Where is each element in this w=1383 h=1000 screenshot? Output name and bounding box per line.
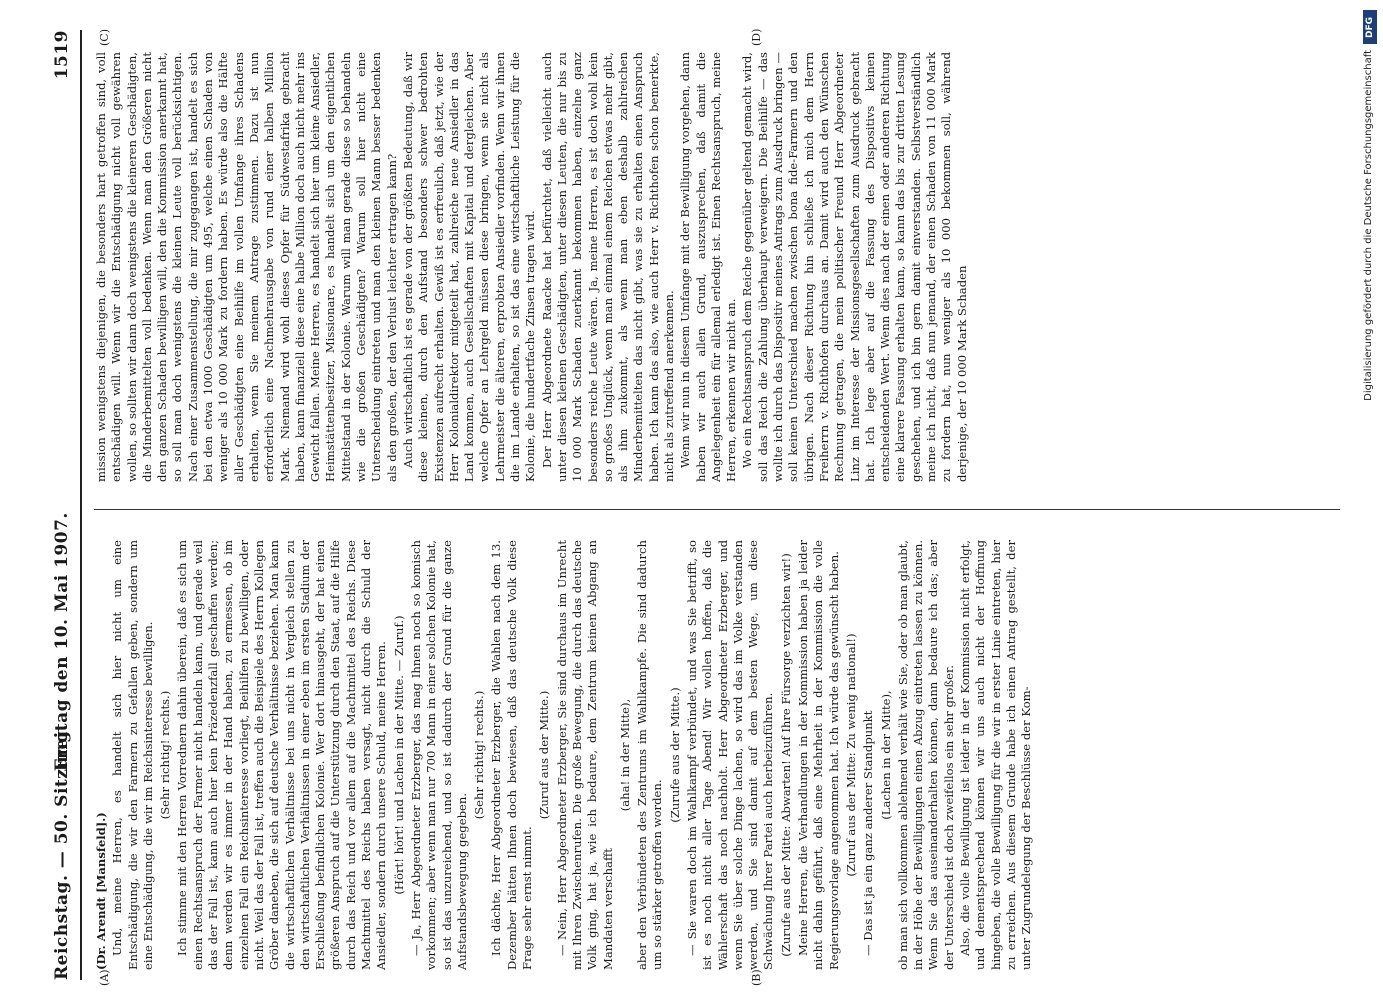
- paragraph: aber den Verbündeten des Zentrums im Wahlkampfe. Die sind dadurch um so stärker getroffen worden.: [635, 540, 665, 970]
- paragraph: — Ja, Herr Abgeordneter Erzberger, das mag Ihnen noch so komisch vorkommen; aber wenn man nur 700 Mann in einer solchen Kolonie hat, so ist das unzureichend, und so ist dadurch der Grund für die ganze Aufstandsbewegung gegeben.: [408, 540, 469, 970]
- margin-mark-b: (B): [750, 969, 763, 986]
- paragraph: Wenn wir nun in diesem Umfange mit der Bewilligung vorgehen, dann haben wir auch allen Grund, auszusprechen, daß damit die Angelegenheit ein für allemal erledigt ist. Einen Rechtsanspruch, meine Herren, erkennen wir nicht an.: [678, 52, 739, 482]
- margin-mark-a: (A): [98, 969, 111, 986]
- left-column: [94, 540, 1340, 970]
- interjection: (Hört! hört! und Lachen in der Mitte. — Zuruf.): [391, 615, 406, 895]
- interjection: (Zuruf aus der Mitte: Zu wenig national!): [843, 633, 858, 877]
- interjection: (aha! in der Mitte),: [617, 698, 632, 812]
- paragraph: Also, die volle Bewilligung ist leider in der Kommission nicht erfolgt, und dementsprechend können wir uns auch nicht der Hoffnung hingeben, die volle Bewilligung für die wir in erster Linie eintreten, hier zu erreichen. Aus diesem Grunde habe ich einen Antrag gestellt, der unter Zugrundelegung der Beschlüsse der Kom-: [958, 540, 1034, 970]
- paragraph: ob man sich vollkommen ablehnend verhält wie Sie, oder ob man glaubt, in der Höhe der Bewilligungen einen Abzug eintreten lassen zu können. Wenn Sie das auseinanderhalten können, dann bedaure ich das; aber der Unterschied ist doch zweifellos ein sehr großer.: [895, 540, 956, 970]
- margin-mark-d: (D): [750, 28, 763, 46]
- running-head: [50, 30, 76, 980]
- margin-mark-c: (C): [98, 29, 111, 46]
- interjection: (Sehr richtig! rechts.): [158, 690, 173, 820]
- speaker-tag: (Dr. Arendt [Mansfeld].): [94, 812, 108, 970]
- running-head-date: Freitag den 10. Mai 1907.: [52, 512, 72, 772]
- running-head-right: [52, 30, 72, 771]
- dfg-logo: DFG: [1363, 10, 1377, 44]
- interjection: (Zurufe aus der Mitte.): [667, 687, 682, 823]
- dfg-credit-text: Digitalisierung gefördert durch die Deutsche Forschungsgemeinschaft: [1363, 50, 1374, 401]
- paragraph: mission wenigstens diejenigen, die besonders hart getroffen sind, voll entschädigen will. Wenn wir die Entschädigung nicht voll gewähren wollen, so sollten wir dann doch wenigstens die kleineren Geschädigten, die Minderbemittelten voll bedenken. Wenn man den Größeren nicht den ganzen Schaden bewilligen will, den die Kommission anerkannt hat, so soll man doch wenigstens die kleinen Leute voll berücksichtigen. Nach einer Zusammenstellung, die mir zugegangen ist, handelt es sich bei den etwa 1000 Geschädigten um 495, welche einen Schaden von weniger als 10 000 Mark zu fordern haben. Es würde also die Hälfte aller Geschädigten eine Beihilfe im vollen Umfange ihres Schadens erhalten, wenn Sie meinem Antrage zustimmen. Dazu ist nun erforderlich eine Nachmehrausgabe von rund einer halben Million Mark. Niemand wird wohl dieses Opfer für Südwestafrika gebracht haben, kann finanziell diese eine halbe Million doch auch nicht mehr ins Gewicht fallen. Meine Herren, es handelt sich hier um kleine Ansiedler, Heimstättenbesitzer, Missionare, es handelt sich um den eigentlichen Mittelstand in der Kolonie. Warum will man gerade diese so behandeln wie die großen Geschädigten? Warum soll hier nicht eine Unterscheidung eintreten und man den kleinen Mann besser bedenken als den großen, der den Verlust leichter ertragen kann?: [94, 52, 399, 482]
- paragraph: Ich stimme mit den Herren Vorrednern dahin überein, daß es sich um einen Rechtsanspruch der Farmer nicht handeln kann, und gerade weil das der Fall ist, kann auch hier kein Präzedenzfall geschaffen werden; denn werden wir es immer in der Hand haben, zu ermessen, ob im einzelnen Fall ein Reichsinteresse vorliegt, Beihilfen zu bewilligen, oder nicht. Weil das der Fall ist, treffen auch die Beispiele des Herrn Kollegen Gröber daneben, die sich auf deutsche Verhältnisse beziehen. Man kann die wirtschaftlichen Verhältnisse bei uns nicht in Vergleich stellen zu den wirtschaftlichen Verhältnissen in einer eben im ersten Stadium der Erschließung befindlichen Kolonie. Wer dort hinausgeht, der hat einen größeren Anspruch auf die Unterstützung durch den Staat, auf die Hilfe durch das Reich und vor allem auf die Machtmittel des Reichs. Diese Machtmittel des Reichs haben versagt, nicht durch die Schuld der Ansiedler, sondern durch unsere Schuld, meine Herren.: [175, 540, 389, 970]
- paragraph: — Nein, Herr Abgeordneter Erzberger, Sie sind durchaus im Unrecht mit Ihren Zwischenrufen. Die große Bewegung, die durch das deutsche Volk ging, hat ja, wie ich bedaure, dem Zentrum keinen Abgang an Mandaten verschafft: [554, 540, 615, 970]
- paragraph: Ich dächte, Herr Abgeordneter Erzberger, die Wahlen nach dem 13. Dezember hätten Ihnen doch bewiesen, daß das deutsche Volk diese Frage sehr ernst nimmt.: [489, 540, 535, 970]
- paragraph: — Sie waren doch im Wahlkampf verbündet, und was Sie betrifft, so ist es noch nicht aller Tage Abend! Wir wollen hoffen, daß die Wählerschaft das noch nachholt. Herr Abgeordneter Erzberger, und wenn Sie über solche Dinge lachen, so wird das im Volke verstanden werden, und Sie sind damit auf dem besten Wege, um diese Schwächung Ihrer Partei auch herbeizuführen.: [684, 540, 776, 970]
- paragraph: Wo ein Rechtsanspruch dem Reiche gegenüber geltend gemacht wird, soll das Reich die Zahlung überhaupt verweigern. Die Beihilfe — das wollte ich durch das Dispositiv meines Antrags zum Ausdruck bringen — soll keinen Unterschied machen zwischen bona fide-Farmern und den übrigen. Nach dieser Richtung hin schließe ich mich dem Herrn Freiherrn v. Richthofen durchaus an. Damit wird auch den Wünschen Rechnung getragen, die mein politischer Freund Herr Abgeordneter Linz im Interesse der Missionsgesellschaften zum Ausdruck gebracht hat. Ich lege aber auf die Fassung des Dispositivs keinen entscheidenden Wert. Wenn dies nach der einen oder anderen Richtung eine klarere Fassung erhalten kann, so kann das bis zur dritten Lesung geschehen, und ich bin gern damit einverstanden. Selbstverständlich meine ich nicht, daß nun jemand, der einen Schaden von 11 000 Mark zu fordern hat, nun weniger als 10 000 bekommen soll, während derjenige, der 10 000 Mark Schaden: [740, 52, 969, 482]
- paragraph: Auch wirtschaftlich ist es gerade von der größten Bedeutung, daß wir diese kleinen, durch den Aufstand besonders schwer bedrohten Existenzen aufrecht erhalten. Gewiß ist es erfreulich, daß jetzt, wie der Herr Kolonialdirektor mitgeteilt hat, zahlreiche neue Ansiedler in das Land kommen, auch Gesellschaften mit Kapital und dergleichen. Aber welche Opfer an Lehrgeld müssen diese bringen, wenn sie nicht als Lehrmeister die älteren, erprobten Ansiedler vorfinden. Wenn wir ihnen die im Lande erhalten, so ist das eine wirtschaftliche Leistung für die Kolonie, die hundertfache Zinsen tragen wird.: [400, 52, 538, 482]
- paragraph: — Das ist ja ein ganz anderer Standpunkt: [861, 710, 876, 956]
- page-number: 1519: [52, 30, 72, 80]
- interjection: (Zuruf aus der Mitte.): [537, 690, 552, 820]
- paragraph: Und, meine Herren, es handelt sich hier nicht um eine Entschädigung, die wir den Farmern zu Gefallen geben, sondern um eine Entschädigung, die wir im Reichsinteresse bewilligen.: [110, 540, 155, 970]
- dfg-credit: [1361, 10, 1379, 630]
- paragraph: Der Herr Abgeordnete Raacke hat befürchtet, daß vielleicht auch unter diesen kleinen Geschädigten, unter diesen Leuten, die nur bis zu 10 000 Mark Schaden zuerkannt bekommen haben, einzelne ganz besonders reiche Leute wären. Ja, meine Herren, es ist doch wohl kein so großes Unglück, wenn man einmal einem Reichen etwas mehr gibt, als ihm zukommt, als wenn man eben deshalb zahlreichen Minderbemittelten das nicht gibt, was sie zu erhalten einen Anspruch haben. Ich kann das also, wie auch Herr v. Richthofen schon bemerkte, nicht als zutreffend anerkennen.: [539, 52, 676, 482]
- column-divider: [94, 509, 1340, 510]
- interjection: (Zurufe aus der Mitte: Abwarten! Auf Ihre Fürsorge verzichten wir!): [778, 553, 793, 957]
- interjection: (Sehr richtig! rechts.): [472, 690, 487, 820]
- header-rule: [80, 30, 82, 980]
- right-column: [94, 52, 1340, 482]
- paragraph: Meine Herren, die Verhandlungen in der Kommission haben ja leider nicht dahin geführt, daß eine Mehrheit in der Kommission die volle Regierungsvorlage angenommen hat. Ich würde das gewünscht haben.: [796, 540, 841, 970]
- running-head-left: Reichstag. — 50. Sitzung.: [52, 724, 72, 980]
- interjection: (Lachen in der Mitte),: [878, 690, 893, 820]
- rotated-page: [50, 28, 1340, 986]
